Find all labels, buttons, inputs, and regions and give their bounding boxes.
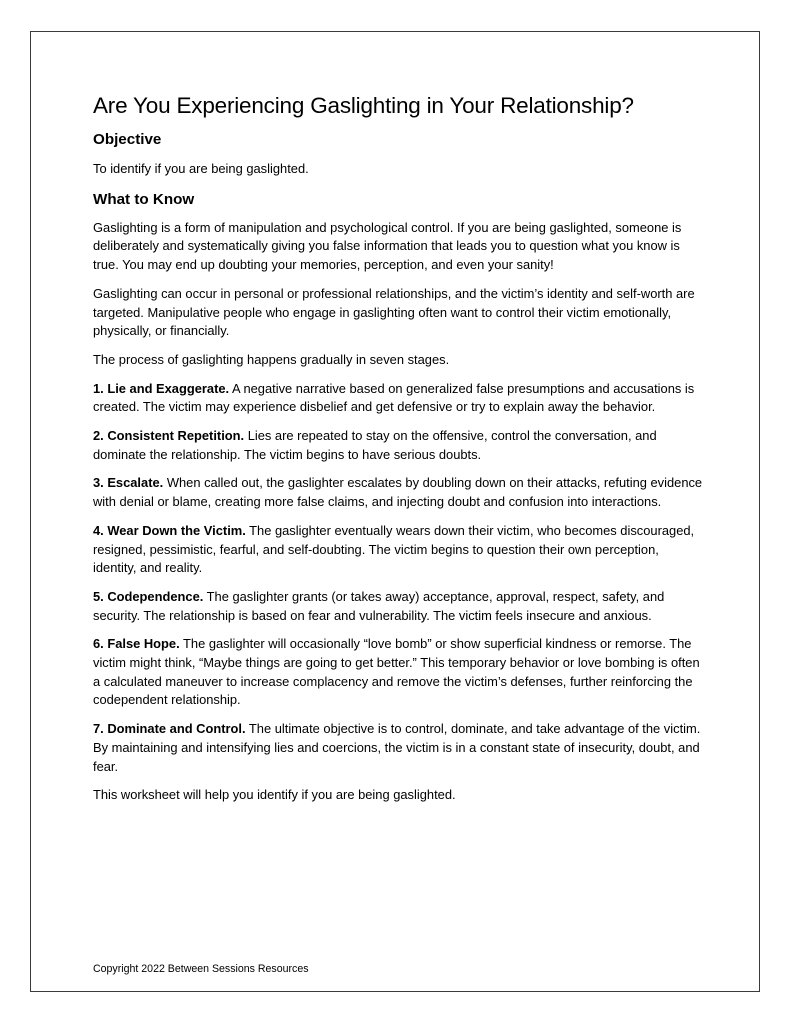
- stage-item: [93, 720, 705, 776]
- stage-text: Lies are repeated to stay on the offensive, control the conversation, and dominate the relationship. The victim begins to have serious doubts.: [93, 428, 657, 462]
- stage-item: [93, 522, 705, 578]
- stage-title: 4. Wear Down the Victim.: [93, 522, 246, 538]
- stage-text: A negative narrative based on generalized false presumptions and accusations is created. The victim may experience disbelief and get defensive or try to explain away the behavior.: [93, 380, 695, 415]
- document-body: [93, 93, 705, 805]
- stage-item: [93, 474, 705, 511]
- paragraph: The process of gaslighting happens gradually in seven stages.: [93, 351, 450, 367]
- objective-heading: Objective: [93, 131, 162, 148]
- paragraph: Gaslighting is a form of manipulation and psychological control. If you are being gaslighted, someone is deliberately and systematically giving you false information that leads you to question what you know is true. You may end up doubting your memories, perception, and even your sanity!: [93, 219, 682, 273]
- stage-title: 7. Dominate and Control.: [93, 721, 246, 737]
- stage-title: 1. Lie and Exaggerate.: [93, 380, 230, 396]
- copyright-footer: Copyright 2022 Between Sessions Resources: [93, 963, 309, 975]
- stage-title: 5. Codependence.: [93, 588, 204, 604]
- stage-text: The gaslighter eventually wears down their victim, who becomes discouraged, resigned, pessimistic, fearful, and self-doubting. The victim begins to question their own perception, identity, and reality.: [93, 522, 695, 576]
- stage-title: 6. False Hope.: [93, 636, 180, 652]
- stage-title: 2. Consistent Repetition.: [93, 428, 245, 444]
- stage-text: The gaslighter grants (or takes away) acceptance, approval, respect, safety, and security. The relationship is based on fear and vulnerability. The victim feels insecure and anxious.: [93, 588, 665, 623]
- stage-title: 3. Escalate.: [93, 475, 164, 491]
- paragraph: Gaslighting can occur in personal or professional relationships, and the victim’s identity and self-worth are targeted. Manipulative people who engage in gaslighting often want to control their victim emotionally, physically, or financially.: [93, 285, 695, 339]
- stage-item: [93, 588, 705, 625]
- stage-text: The ultimate objective is to control, dominate, and take advantage of the victim. By maintaining and intensifying lies and coercions, the victim is in a constant state of insecurity, doubt, and fear.: [93, 721, 701, 774]
- stage-text: The gaslighter will occasionally “love bomb” or show superficial kindness or remorse. The victim might think, “Maybe things are going to get better.” This temporary behavior or love bombing is often a calculated maneuver to increase complacency and remove the victim’s defenses, further reinforcing the codependent relationship.: [93, 636, 700, 708]
- what-to-know-heading: What to Know: [93, 190, 195, 208]
- closing-text: This worksheet will help you identify if you are being gaslighted.: [93, 787, 456, 803]
- stage-text: When called out, the gaslighter escalates by doubling down on their attacks, refuting evidence with denial or blame, creating more false claims, and injecting doubt and confusion into interactions.: [93, 475, 703, 510]
- stage-item: [93, 635, 705, 710]
- objective-text: To identify if you are being gaslighted.: [93, 161, 309, 176]
- page-title: Are You Experiencing Gaslighting in Your Relationship?: [93, 93, 634, 118]
- stage-item: [93, 380, 705, 417]
- stage-item: [93, 427, 705, 464]
